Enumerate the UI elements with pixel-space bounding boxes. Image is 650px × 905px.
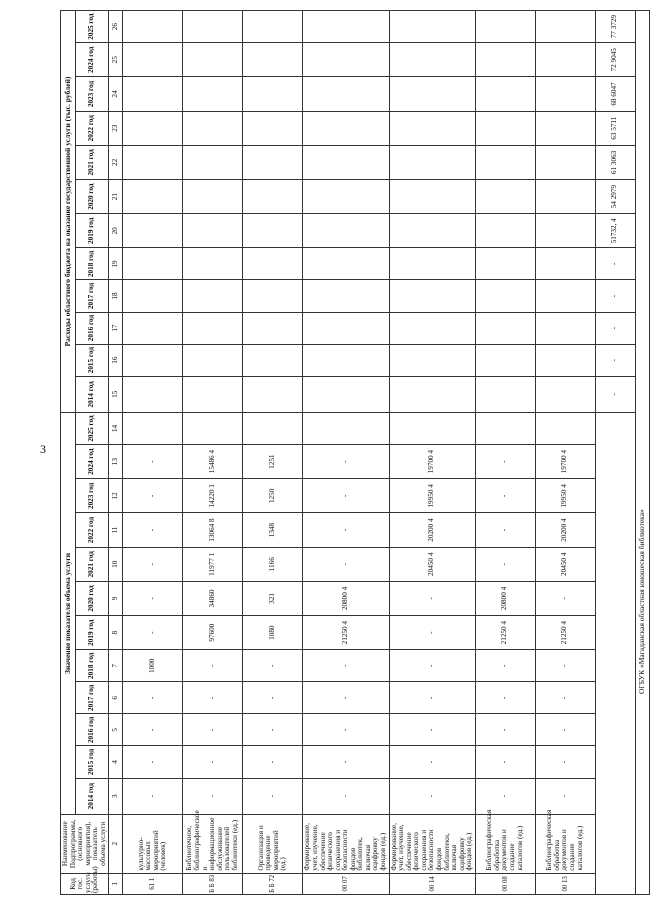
- value-cell: [389, 11, 475, 43]
- value-cell: [303, 214, 389, 248]
- column-number: 5: [109, 714, 123, 746]
- expense-value: -: [595, 312, 635, 344]
- value-cell: -: [123, 513, 183, 547]
- volume-year-header: 2022 год: [76, 513, 109, 547]
- value-cell: [123, 214, 183, 248]
- value-cell: 97600: [183, 616, 243, 650]
- value-cell: -: [475, 445, 535, 479]
- value-cell: -: [243, 778, 303, 814]
- value-cell: 19700 4: [389, 445, 475, 479]
- value-cell: 1166: [243, 547, 303, 581]
- table-row: [243, 11, 303, 895]
- volume-year-header: 2023 год: [76, 479, 109, 513]
- value-cell: [183, 344, 243, 376]
- value-cell: [123, 412, 183, 444]
- volume-year-header: 2024 год: [76, 445, 109, 479]
- value-cell: [183, 77, 243, 111]
- value-cell: [123, 11, 183, 43]
- table-row: [475, 11, 535, 895]
- volume-year-header: 2018 год: [76, 650, 109, 682]
- value-cell: 19700 4: [535, 445, 595, 479]
- value-cell: 11977 1: [183, 547, 243, 581]
- value-cell: [183, 412, 243, 444]
- value-cell: [183, 248, 243, 280]
- value-cell: -: [123, 547, 183, 581]
- value-cell: [243, 145, 303, 179]
- value-cell: -: [183, 778, 243, 814]
- expense-year-header: 2017 год: [76, 280, 109, 312]
- value-cell: [243, 214, 303, 248]
- value-cell: [389, 312, 475, 344]
- value-cell: -: [123, 778, 183, 814]
- value-cell: [389, 77, 475, 111]
- column-number: 16: [109, 344, 123, 376]
- column-number: 25: [109, 43, 123, 77]
- institution-name: ОГБУК «Магаданская областная юношеская библиотека»: [635, 11, 649, 895]
- expense-value: 72 9045: [595, 43, 635, 77]
- value-cell: -: [535, 682, 595, 714]
- column-number: 14: [109, 412, 123, 444]
- value-cell: 21250 4: [475, 616, 535, 650]
- value-cell: [183, 145, 243, 179]
- value-cell: 1251: [243, 445, 303, 479]
- value-cell: [535, 412, 595, 444]
- value-cell: [475, 412, 535, 444]
- column-number: 21: [109, 180, 123, 214]
- value-cell: [243, 11, 303, 43]
- expense-year-header: 2016 год: [76, 312, 109, 344]
- service-code: 61 1: [123, 873, 183, 894]
- value-cell: 13064 8: [183, 513, 243, 547]
- volume-year-header: 2019 год: [76, 616, 109, 650]
- expense-year-header: 2021 год: [76, 145, 109, 179]
- value-cell: 21250 4: [303, 616, 389, 650]
- value-cell: -: [183, 746, 243, 778]
- value-cell: 15486 4: [183, 445, 243, 479]
- value-cell: -: [535, 746, 595, 778]
- value-cell: [123, 111, 183, 145]
- service-code: 00 13: [535, 873, 595, 894]
- value-cell: -: [303, 547, 389, 581]
- value-cell: [243, 77, 303, 111]
- column-number: 3: [109, 778, 123, 814]
- expense-value: -: [595, 376, 635, 412]
- value-cell: [535, 180, 595, 214]
- value-cell: [389, 214, 475, 248]
- page-number: 3: [40, 442, 46, 456]
- value-cell: [389, 412, 475, 444]
- expense-value: -: [595, 248, 635, 280]
- value-cell: [535, 344, 595, 376]
- value-cell: [535, 77, 595, 111]
- value-cell: -: [475, 650, 535, 682]
- value-cell: 19950 4: [389, 479, 475, 513]
- table-row: [535, 11, 595, 895]
- value-cell: [389, 248, 475, 280]
- volume-year-header: 2017 год: [76, 682, 109, 714]
- column-number: 12: [109, 479, 123, 513]
- column-number: 18: [109, 280, 123, 312]
- value-cell: [183, 11, 243, 43]
- expense-year-header: 2020 год: [76, 180, 109, 214]
- expense-row: [595, 11, 635, 895]
- column-number: 20: [109, 214, 123, 248]
- indicator-name: Библиографическая обработка документов и создание каталогов (ед.): [475, 814, 535, 873]
- header-code: Код гос. услуги (работы): [61, 873, 109, 894]
- value-cell: -: [123, 479, 183, 513]
- value-cell: -: [303, 714, 389, 746]
- value-cell: -: [389, 650, 475, 682]
- value-cell: -: [123, 714, 183, 746]
- service-code: 00 08: [475, 873, 535, 894]
- value-cell: [243, 248, 303, 280]
- value-cell: [535, 11, 595, 43]
- value-cell: [243, 376, 303, 412]
- expense-year-header: 2023 год: [76, 77, 109, 111]
- value-cell: 1080: [243, 616, 303, 650]
- column-number: 15: [109, 376, 123, 412]
- column-number: 4: [109, 746, 123, 778]
- indicator-name: Библиотечное, библиографическое и информационное обслуживание пользователей библиотеки (ед.): [183, 814, 243, 873]
- value-cell: -: [123, 445, 183, 479]
- value-cell: -: [123, 581, 183, 615]
- value-cell: -: [475, 547, 535, 581]
- value-cell: [303, 312, 389, 344]
- volume-year-header: 2025 год: [76, 412, 109, 444]
- value-cell: [389, 376, 475, 412]
- value-cell: [243, 111, 303, 145]
- volume-year-header: 2020 год: [76, 581, 109, 615]
- value-cell: -: [183, 650, 243, 682]
- value-cell: -: [303, 650, 389, 682]
- expense-year-header: 2015 год: [76, 344, 109, 376]
- value-cell: -: [243, 650, 303, 682]
- value-cell: [389, 145, 475, 179]
- column-number: 8: [109, 616, 123, 650]
- expense-value: 61 3063: [595, 145, 635, 179]
- value-cell: [535, 280, 595, 312]
- value-cell: 21250 4: [535, 616, 595, 650]
- value-cell: [389, 180, 475, 214]
- column-number: 11: [109, 513, 123, 547]
- expense-value: 51732, 4: [595, 214, 635, 248]
- expense-year-header: 2025 год: [76, 11, 109, 43]
- value-cell: [183, 43, 243, 77]
- value-cell: -: [243, 746, 303, 778]
- value-cell: -: [303, 778, 389, 814]
- value-cell: [243, 412, 303, 444]
- expense-year-header: 2019 год: [76, 214, 109, 248]
- value-cell: [303, 43, 389, 77]
- value-cell: 34860: [183, 581, 243, 615]
- column-number: 22: [109, 145, 123, 179]
- value-cell: [475, 214, 535, 248]
- column-number: 2: [109, 814, 123, 873]
- value-cell: [303, 280, 389, 312]
- value-cell: [123, 376, 183, 412]
- value-cell: [475, 312, 535, 344]
- value-cell: -: [475, 513, 535, 547]
- value-cell: 20800 4: [475, 581, 535, 615]
- value-cell: [535, 376, 595, 412]
- value-cell: [123, 312, 183, 344]
- expense-year-header: 2018 год: [76, 248, 109, 280]
- table-row: [389, 11, 475, 895]
- value-cell: [535, 248, 595, 280]
- table-row: [123, 11, 183, 895]
- column-number: 6: [109, 682, 123, 714]
- value-cell: 14220 1: [183, 479, 243, 513]
- value-cell: -: [535, 714, 595, 746]
- value-cell: -: [303, 513, 389, 547]
- header-volume-group: Значение показателя объема услуги: [61, 412, 76, 814]
- value-cell: [535, 111, 595, 145]
- value-cell: [303, 145, 389, 179]
- value-cell: 20450 4: [535, 547, 595, 581]
- value-cell: [183, 180, 243, 214]
- value-cell: 19950 4: [535, 479, 595, 513]
- value-cell: -: [475, 714, 535, 746]
- value-cell: [475, 77, 535, 111]
- header-name: Наименование Подпрограммы, (основного мероприятия), показатель объема услуги: [61, 814, 109, 873]
- column-number: 1: [109, 873, 123, 894]
- service-code: Б Б 83: [183, 873, 243, 894]
- value-cell: -: [123, 616, 183, 650]
- value-cell: [123, 77, 183, 111]
- value-cell: [183, 111, 243, 145]
- value-cell: [475, 11, 535, 43]
- volume-year-header: 2021 год: [76, 547, 109, 581]
- value-cell: [475, 344, 535, 376]
- column-number: 10: [109, 547, 123, 581]
- value-cell: -: [243, 714, 303, 746]
- value-cell: [475, 111, 535, 145]
- value-cell: [389, 43, 475, 77]
- value-cell: [303, 11, 389, 43]
- value-cell: -: [389, 581, 475, 615]
- value-cell: -: [303, 479, 389, 513]
- value-cell: 1000: [123, 650, 183, 682]
- value-cell: -: [389, 746, 475, 778]
- expense-year-header: 2014 год: [76, 376, 109, 412]
- table-row: [303, 11, 389, 895]
- column-number: 17: [109, 312, 123, 344]
- value-cell: [183, 376, 243, 412]
- column-number: 26: [109, 11, 123, 43]
- value-cell: [389, 344, 475, 376]
- column-number: 23: [109, 111, 123, 145]
- value-cell: [535, 43, 595, 77]
- value-cell: [303, 248, 389, 280]
- value-cell: [475, 248, 535, 280]
- value-cell: -: [389, 778, 475, 814]
- service-code: Б Б 72: [243, 873, 303, 894]
- value-cell: [303, 344, 389, 376]
- rotated-page: [60, 10, 647, 895]
- value-cell: [535, 145, 595, 179]
- value-cell: [123, 43, 183, 77]
- value-cell: [123, 180, 183, 214]
- value-cell: [389, 111, 475, 145]
- value-cell: -: [183, 714, 243, 746]
- column-number: 19: [109, 248, 123, 280]
- indicator-name: культурно-массовых мероприятий (человек): [123, 814, 183, 873]
- value-cell: -: [389, 682, 475, 714]
- value-cell: -: [303, 445, 389, 479]
- column-number: 7: [109, 650, 123, 682]
- column-number: 9: [109, 581, 123, 615]
- value-cell: -: [123, 746, 183, 778]
- expense-value: 54 2979: [595, 180, 635, 214]
- value-cell: [123, 248, 183, 280]
- value-cell: [243, 180, 303, 214]
- value-cell: -: [183, 682, 243, 714]
- value-cell: [535, 312, 595, 344]
- expense-value: -: [595, 344, 635, 376]
- value-cell: 1250: [243, 479, 303, 513]
- value-cell: [389, 280, 475, 312]
- value-cell: -: [535, 778, 595, 814]
- value-cell: [243, 280, 303, 312]
- expense-value: -: [595, 280, 635, 312]
- value-cell: 20200 4: [535, 513, 595, 547]
- value-cell: -: [535, 581, 595, 615]
- value-cell: 1348: [243, 513, 303, 547]
- value-cell: [303, 376, 389, 412]
- value-cell: -: [303, 746, 389, 778]
- expense-value: 68 6047: [595, 77, 635, 111]
- value-cell: [243, 344, 303, 376]
- value-cell: [475, 180, 535, 214]
- value-cell: [303, 180, 389, 214]
- value-cell: [475, 43, 535, 77]
- value-cell: -: [475, 479, 535, 513]
- value-cell: -: [303, 682, 389, 714]
- value-cell: [243, 312, 303, 344]
- value-cell: [123, 145, 183, 179]
- value-cell: -: [243, 682, 303, 714]
- column-number: 24: [109, 77, 123, 111]
- value-cell: 20800 4: [303, 581, 389, 615]
- indicator-name: Библиографическая обработка документов и создание каталогов (ед.): [535, 814, 595, 873]
- volume-year-header: 2015 год: [76, 746, 109, 778]
- value-cell: [475, 376, 535, 412]
- table-row: [183, 11, 243, 895]
- expense-value: 63 5711: [595, 111, 635, 145]
- value-cell: [183, 312, 243, 344]
- expense-row-spacer: [595, 412, 635, 894]
- value-cell: [183, 280, 243, 312]
- value-cell: [475, 145, 535, 179]
- value-cell: [123, 344, 183, 376]
- header-expense-group: Расходы областного бюджета на оказание государственной услуги (тыс. рублей): [61, 11, 76, 413]
- value-cell: 20200 4: [389, 513, 475, 547]
- service-code: 00 14: [389, 873, 475, 894]
- value-cell: [303, 77, 389, 111]
- expense-year-header: 2024 год: [76, 43, 109, 77]
- value-cell: [475, 280, 535, 312]
- value-cell: [535, 214, 595, 248]
- value-cell: -: [475, 682, 535, 714]
- indicator-name: Формирование, учет, изучение, обеспечение физического сохранения и безопасности фондов библиотек, включая оцифровку фондов (ед.): [303, 814, 389, 873]
- indicator-name: Организация и проведение мероприятий (ед.): [243, 814, 303, 873]
- value-cell: [303, 412, 389, 444]
- expense-value: 77 3729: [595, 11, 635, 43]
- value-cell: 321: [243, 581, 303, 615]
- value-cell: 20450 4: [389, 547, 475, 581]
- value-cell: -: [389, 714, 475, 746]
- service-code: 00 07: [303, 873, 389, 894]
- value-cell: -: [475, 746, 535, 778]
- value-cell: [123, 280, 183, 312]
- expense-year-header: 2022 год: [76, 111, 109, 145]
- volume-year-header: 2016 год: [76, 714, 109, 746]
- indicator-name: Формирование, учет, изучение, обеспечение физического сохранения и безопасности фондов библиотеки, включая оцифровку фондов (ед.): [389, 814, 475, 873]
- budget-table: [60, 10, 650, 895]
- value-cell: -: [389, 616, 475, 650]
- value-cell: -: [123, 682, 183, 714]
- value-cell: [303, 111, 389, 145]
- value-cell: [243, 43, 303, 77]
- value-cell: -: [475, 778, 535, 814]
- column-number: 13: [109, 445, 123, 479]
- value-cell: [183, 214, 243, 248]
- volume-year-header: 2014 год: [76, 778, 109, 814]
- value-cell: -: [535, 650, 595, 682]
